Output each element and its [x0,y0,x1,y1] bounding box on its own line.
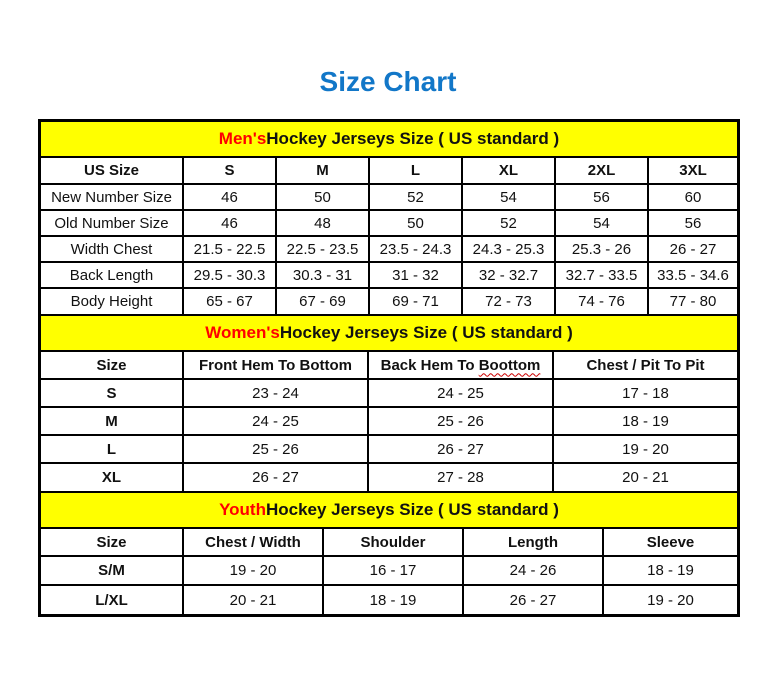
womens-section-header [41,314,737,352]
table-cell: 23 - 24 [183,379,368,407]
table-row [41,556,737,585]
table-cell: 25.3 - 26 [555,236,648,262]
table-cell: 18 - 19 [553,407,737,435]
column-header: Shoulder [323,529,463,556]
table-cell: 24 - 25 [183,407,368,435]
table-cell: 24.3 - 25.3 [462,236,555,262]
table-row [41,288,737,314]
table-cell: 77 - 80 [648,288,737,314]
table-cell: 23.5 - 24.3 [369,236,462,262]
column-header: 2XL [555,158,648,184]
table-cell: 20 - 21 [183,585,323,614]
table-cell: 54 [555,210,648,236]
row-label: Width Chest [41,236,183,262]
column-header: Length [463,529,603,556]
table-cell: 24 - 25 [368,379,553,407]
table-cell: 18 - 19 [323,585,463,614]
table-cell: 25 - 26 [368,407,553,435]
table-cell: 26 - 27 [368,435,553,463]
table-cell: 54 [462,184,555,210]
table-cell: 60 [648,184,737,210]
table-cell: 67 - 69 [276,288,369,314]
womens-header-row [41,352,737,379]
column-header [368,352,553,379]
table-cell: 52 [369,184,462,210]
table-row [41,435,737,463]
mens-section-title: Hockey Jerseys Size ( US standard ) [266,129,560,148]
column-header: XL [462,158,555,184]
row-label: L/XL [41,585,183,614]
table-cell: 56 [555,184,648,210]
youth-section-title: Hockey Jerseys Size ( US standard ) [265,500,559,519]
table-row [41,585,737,614]
table-cell: 31 - 32 [369,262,462,288]
column-header: S [183,158,276,184]
column-header: Chest / Width [183,529,323,556]
table-cell: 19 - 20 [603,585,737,614]
table-cell: 48 [276,210,369,236]
table-cell: 16 - 17 [323,556,463,585]
table-cell: 22.5 - 23.5 [276,236,369,262]
mens-section-header [41,122,737,158]
row-label: Body Height [41,288,183,314]
table-cell: 69 - 71 [369,288,462,314]
table-cell: 26 - 27 [463,585,603,614]
column-header-text: Back Hem To [380,356,475,374]
table-cell: 56 [648,210,737,236]
table-cell: 52 [462,210,555,236]
table-cell: 21.5 - 22.5 [183,236,276,262]
misspelled-word: Boottom [478,356,541,374]
womens-size-table [41,352,737,491]
table-cell: 26 - 27 [183,463,368,491]
column-header: Sleeve [603,529,737,556]
womens-section-highlight: Women's [205,323,280,342]
table-row [41,262,737,288]
table-cell: 29.5 - 30.3 [183,262,276,288]
mens-header-row [41,158,737,184]
table-cell: 19 - 20 [553,435,737,463]
table-row [41,463,737,491]
table-cell: 20 - 21 [553,463,737,491]
column-header: US Size [41,158,183,184]
table-row [41,236,737,262]
row-label: Back Length [41,262,183,288]
table-cell: 27 - 28 [368,463,553,491]
table-cell: 25 - 26 [183,435,368,463]
table-cell: 18 - 19 [603,556,737,585]
table-row [41,210,737,236]
table-cell: 19 - 20 [183,556,323,585]
table-cell: 32 - 32.7 [462,262,555,288]
table-cell: 74 - 76 [555,288,648,314]
page-title: Size Chart [319,66,457,97]
table-cell: 72 - 73 [462,288,555,314]
column-header: M [276,158,369,184]
table-cell: 46 [183,210,276,236]
table-cell: 46 [183,184,276,210]
womens-section-title: Hockey Jerseys Size ( US standard ) [279,323,573,342]
row-label: M [41,407,183,435]
table-cell: 30.3 - 31 [276,262,369,288]
table-row [41,407,737,435]
column-header: Size [41,352,183,379]
table-row [41,379,737,407]
row-label: S/M [41,556,183,585]
youth-header-row [41,529,737,556]
row-label: New Number Size [41,184,183,210]
row-label: Old Number Size [41,210,183,236]
mens-section-highlight: Men's [218,129,267,148]
table-cell: 50 [276,184,369,210]
row-label: XL [41,463,183,491]
column-header: Chest / Pit To Pit [553,352,737,379]
row-label: S [41,379,183,407]
table-cell: 50 [369,210,462,236]
table-cell: 17 - 18 [553,379,737,407]
column-header: Size [41,529,183,556]
column-header: 3XL [648,158,737,184]
size-chart [38,119,740,617]
table-cell: 33.5 - 34.6 [648,262,737,288]
table-cell: 26 - 27 [648,236,737,262]
youth-section-header [41,491,737,529]
column-header: L [369,158,462,184]
table-cell: 32.7 - 33.5 [555,262,648,288]
youth-section-highlight: Youth [219,500,266,519]
mens-size-table [41,158,737,314]
table-cell: 24 - 26 [463,556,603,585]
column-header: Front Hem To Bottom [183,352,368,379]
table-row [41,184,737,210]
table-cell: 65 - 67 [183,288,276,314]
youth-size-table [41,529,737,614]
row-label: L [41,435,183,463]
